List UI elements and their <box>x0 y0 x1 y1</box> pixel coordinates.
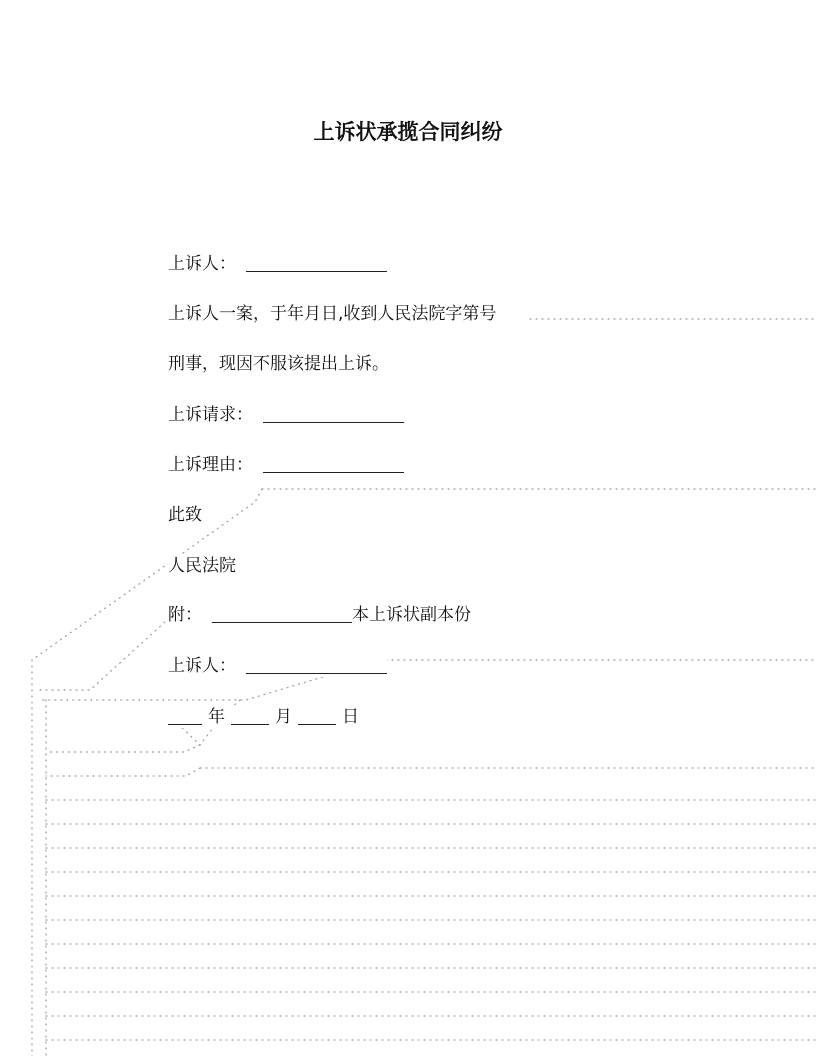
court-name: 人民法院 <box>168 556 236 576</box>
month-label: 月 <box>275 707 292 727</box>
grounds-blank[interactable] <box>263 454 404 473</box>
attachment-suffix: 本上诉状副本份 <box>352 605 471 625</box>
month-blank[interactable] <box>231 706 269 725</box>
attachment-blank[interactable] <box>212 604 352 623</box>
request-label: 上诉请求： <box>168 405 253 425</box>
attachment-line <box>168 604 471 626</box>
grounds-line <box>168 454 404 476</box>
request-blank[interactable] <box>263 404 404 423</box>
day-label: 日 <box>342 707 359 727</box>
signature-blank[interactable] <box>246 655 387 674</box>
document-title: 上诉状承揽合同纠纷 <box>313 120 503 144</box>
salutation: 此致 <box>168 505 202 525</box>
grounds-label: 上诉理由： <box>168 455 253 475</box>
signature-line <box>168 655 387 677</box>
signature-label: 上诉人： <box>168 656 236 676</box>
attachment-label: 附： <box>168 605 202 625</box>
day-blank[interactable] <box>298 706 336 725</box>
request-line <box>168 404 404 426</box>
date-line <box>168 706 359 728</box>
case-sentence: 上诉人一案，于年月日,收到人民法院字第号 <box>168 304 497 324</box>
appellant-label: 上诉人： <box>168 254 236 274</box>
year-blank[interactable] <box>168 706 202 725</box>
year-label: 年 <box>208 707 225 727</box>
reason-sentence: 刑事，现因不服该提出上诉。 <box>168 354 389 374</box>
appellant-blank[interactable] <box>246 253 387 272</box>
appellant-line <box>168 253 387 275</box>
